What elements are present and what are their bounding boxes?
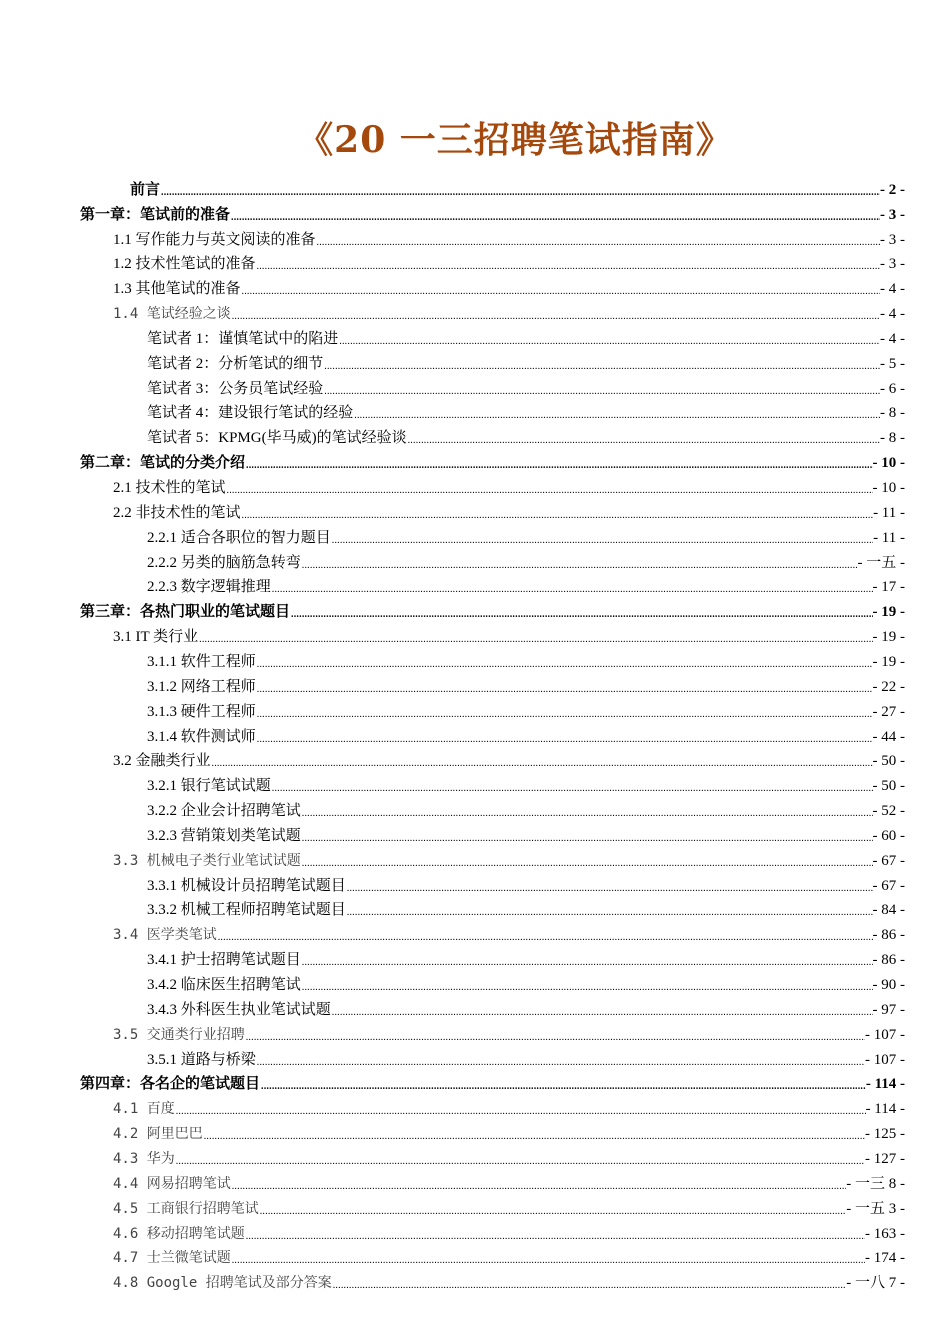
toc-dot-leader <box>242 503 874 523</box>
toc-entry-page-number: - 4 - <box>880 281 905 298</box>
toc-entry-label: 3.3.2 机械工程师招聘笔试题目 <box>147 902 346 919</box>
toc-entry[interactable] <box>113 622 905 647</box>
toc-entry[interactable] <box>113 1169 905 1194</box>
toc-entry[interactable] <box>147 324 905 349</box>
toc-entry-page-number: - 4 - <box>880 306 905 323</box>
toc-entry-label: 3.2.2 企业会计招聘笔试 <box>147 803 301 820</box>
toc-dot-leader <box>260 1199 847 1219</box>
toc-entry[interactable] <box>147 896 905 921</box>
toc-entry-page-number: - 97 - <box>872 1001 905 1018</box>
toc-entry-page-number: - 8 - <box>880 405 905 422</box>
toc-entry[interactable] <box>147 821 905 846</box>
toc-entry-page-number: - 2 - <box>880 181 905 198</box>
toc-entry-label: 第一章：笔试前的准备 <box>80 206 231 223</box>
toc-dot-leader <box>246 1025 865 1045</box>
toc-dot-leader <box>408 428 880 448</box>
toc-entry-page-number: - 107 - <box>865 1051 905 1068</box>
toc-dot-leader <box>317 230 880 250</box>
toc-dot-leader <box>257 677 873 697</box>
toc-entry-page-number: - 10 - <box>872 480 905 497</box>
toc-entry-label: 第三章：各热门职业的笔试题目 <box>80 604 291 621</box>
toc-dot-leader <box>291 602 872 622</box>
toc-entry-page-number: - 84 - <box>872 902 905 919</box>
toc-entry-label: 3.3.1 机械设计员招聘笔试题目 <box>147 877 346 894</box>
toc-entry-page-number: - 8 - <box>880 430 905 447</box>
toc-entry[interactable] <box>113 1094 905 1119</box>
toc-entry-label: 4.6 移动招聘笔试题 <box>113 1225 245 1242</box>
toc-entry-label: 2.2.2 另类的脑筋急转弯 <box>147 554 301 571</box>
toc-entry[interactable] <box>147 995 905 1020</box>
toc-entry-page-number: - 107 - <box>865 1026 905 1043</box>
toc-entry[interactable] <box>147 871 905 896</box>
toc-entry-page-number: - 10 - <box>872 455 905 472</box>
toc-entry-label: 3.5 交通类行业招聘 <box>113 1026 245 1043</box>
toc-entry[interactable] <box>113 473 905 498</box>
toc-dot-leader <box>246 1224 865 1244</box>
toc-entry-page-number: - 60 - <box>872 827 905 844</box>
toc-entry-label: 笔试者 4：建设银行笔试的经验 <box>147 405 354 422</box>
toc-entry-page-number: - 4 - <box>880 330 905 347</box>
toc-entry[interactable] <box>147 399 905 424</box>
toc-entry-page-number: - 一八 7 - <box>846 1275 905 1292</box>
toc-entry-page-number: - 11 - <box>873 504 905 521</box>
toc-dot-leader <box>302 950 873 970</box>
toc-entry[interactable] <box>147 697 905 722</box>
toc-entry[interactable] <box>147 647 905 672</box>
toc-entry-label: 1.3 其他笔试的准备 <box>113 281 241 298</box>
toc-entry-page-number: - 一三 8 - <box>846 1175 905 1192</box>
toc-entry-label: 1.2 技术性笔试的准备 <box>113 256 256 273</box>
toc-entry-label: 3.2.1 银行笔试试题 <box>147 778 271 795</box>
toc-entry[interactable] <box>113 921 905 946</box>
toc-dot-leader <box>347 876 873 896</box>
toc-entry-page-number: - 11 - <box>873 529 905 546</box>
toc-entry[interactable] <box>147 945 905 970</box>
toc-entry-label: 3.4 医学类笔试 <box>113 927 217 944</box>
toc-entry[interactable] <box>113 1144 905 1169</box>
toc-entry[interactable] <box>113 299 905 324</box>
toc-entry[interactable] <box>147 349 905 374</box>
toc-entry-page-number: - 67 - <box>872 877 905 894</box>
toc-dot-leader <box>257 702 873 722</box>
toc-entry-label: 3.4.1 护士招聘笔试题目 <box>147 952 301 969</box>
toc-entry-label: 1.1 写作能力与英文阅读的准备 <box>113 231 316 248</box>
toc-entry-page-number: - 125 - <box>865 1126 905 1143</box>
toc-dot-leader <box>347 900 873 920</box>
toc-entry-page-number: - 50 - <box>872 753 905 770</box>
toc-dot-leader <box>232 1174 847 1194</box>
toc-dot-leader <box>176 1149 865 1169</box>
toc-entry-label: 3.1.2 网络工程师 <box>147 678 256 695</box>
toc-entry-page-number: - 86 - <box>872 927 905 944</box>
toc-entry-page-number: - 174 - <box>865 1250 905 1267</box>
toc-dot-leader <box>302 851 873 871</box>
toc-entry[interactable] <box>113 250 905 275</box>
toc-dot-leader <box>204 1124 865 1144</box>
toc-entry-page-number: - 一五 - <box>857 554 905 571</box>
toc-entry-label: 3.1.3 硬件工程师 <box>147 703 256 720</box>
toc-dot-leader <box>332 528 873 548</box>
toc-entry-label: 笔试者 3：公务员笔试经验 <box>147 380 324 397</box>
toc-entry[interactable] <box>113 1119 905 1144</box>
toc-entry[interactable] <box>147 374 905 399</box>
toc-entry-label: 4.2 阿里巴巴 <box>113 1126 203 1143</box>
toc-entry-page-number: - 114 - <box>865 1101 905 1118</box>
toc-entry-page-number: - 19 - <box>872 604 905 621</box>
toc-entry-page-number: - 67 - <box>872 852 905 869</box>
toc-entry[interactable] <box>147 796 905 821</box>
toc-dot-leader <box>176 1099 866 1119</box>
toc-dot-leader <box>212 751 873 771</box>
toc-entry-label: 3.1.1 软件工程师 <box>147 653 256 670</box>
toc-dot-leader <box>332 1000 873 1020</box>
toc-entry-page-number: - 27 - <box>872 703 905 720</box>
toc-entry-label: 3.2 金融类行业 <box>113 753 211 770</box>
toc-entry-page-number: - 90 - <box>872 977 905 994</box>
toc-entry[interactable] <box>147 1045 905 1070</box>
toc-entry-page-number: - 114 - <box>865 1076 905 1093</box>
toc-entry-page-number: - 44 - <box>872 728 905 745</box>
toc-entry-page-number: - 3 - <box>880 256 905 273</box>
toc-entry[interactable] <box>147 672 905 697</box>
toc-dot-leader <box>242 279 880 299</box>
toc-entry-label: 第四章：各名企的笔试题目 <box>80 1076 261 1093</box>
toc-entry-label: 3.4.2 临床医生招聘笔试 <box>147 977 301 994</box>
toc-dot-leader <box>231 205 880 225</box>
toc-entry-label: 4.1 百度 <box>113 1101 175 1118</box>
toc-entry[interactable] <box>113 1219 905 1244</box>
toc-dot-leader <box>302 826 873 846</box>
toc-dot-leader <box>324 379 880 399</box>
toc-entry[interactable] <box>113 1268 905 1293</box>
toc-entry[interactable] <box>80 448 905 473</box>
toc-entry-label: 3.1 IT 类行业 <box>113 629 199 646</box>
toc-entry-label: 4.7 士兰微笔试题 <box>113 1250 231 1267</box>
toc-entry[interactable] <box>80 597 905 622</box>
toc-entry[interactable] <box>113 747 905 772</box>
toc-entry[interactable] <box>113 1194 905 1219</box>
toc-entry[interactable] <box>147 771 905 796</box>
toc-entry-page-number: - 163 - <box>865 1225 905 1242</box>
toc-entry-label: 第二章：笔试的分类介绍 <box>80 455 246 472</box>
toc-dot-leader <box>354 403 880 423</box>
toc-entry[interactable] <box>147 722 905 747</box>
toc-entry-page-number: - 3 - <box>880 231 905 248</box>
toc-entry-page-number: - 一五 3 - <box>846 1200 905 1217</box>
toc-entry-label: 4.5 工商银行招聘笔试 <box>113 1200 259 1217</box>
toc-entry-label: 笔试者 5：KPMG(毕马威)的笔试经验谈 <box>147 430 407 447</box>
toc-dot-leader <box>272 776 873 796</box>
toc-dot-leader <box>324 354 880 374</box>
toc-dot-leader <box>257 254 880 274</box>
toc-dot-leader <box>302 801 873 821</box>
toc-dot-leader <box>302 553 858 573</box>
toc-dot-leader <box>161 180 880 200</box>
toc-entry-label: 3.2.3 营销策划类笔试题 <box>147 827 301 844</box>
toc-entry[interactable] <box>113 225 905 250</box>
toc-entry-page-number: - 52 - <box>872 803 905 820</box>
toc-entry-label: 2.2.1 适合各职位的智力题目 <box>147 529 331 546</box>
toc-entry-label: 4.3 华为 <box>113 1150 175 1167</box>
toc-entry-label: 2.1 技术性的笔试 <box>113 480 226 497</box>
toc-dot-leader <box>261 1074 866 1094</box>
toc-entry-label: 4.8 Google 招聘笔试及部分答案 <box>113 1275 332 1292</box>
toc-dot-leader <box>232 1248 865 1268</box>
toc-dot-leader <box>199 627 872 647</box>
toc-entry-label: 4.4 网易招聘笔试 <box>113 1175 231 1192</box>
toc-entry-label: 笔试者 2：分析笔试的细节 <box>147 355 324 372</box>
toc-dot-leader <box>257 727 873 747</box>
toc-entry-page-number: - 86 - <box>872 952 905 969</box>
document-title: 《20 一三招聘笔试指南》 <box>297 119 733 161</box>
toc-entry-label: 3.3 机械电子类行业笔试试题 <box>113 852 301 869</box>
toc-dot-leader <box>218 925 873 945</box>
toc-entry-label: 3.4.3 外科医生执业笔试试题 <box>147 1001 331 1018</box>
toc-dot-leader <box>232 304 880 324</box>
toc-dot-leader <box>246 453 872 473</box>
toc-entry-label: 2.2 非技术性的笔试 <box>113 504 241 521</box>
toc-entry[interactable] <box>113 1020 905 1045</box>
toc-entry-label: 1.4 笔试经验之谈 <box>113 306 231 323</box>
toc-dot-leader <box>333 1273 847 1293</box>
toc-entry-page-number: - 19 - <box>872 629 905 646</box>
toc-entry[interactable] <box>147 548 905 573</box>
toc-entry-page-number: - 6 - <box>880 380 905 397</box>
toc-dot-leader <box>257 652 873 672</box>
toc-entry[interactable] <box>147 523 905 548</box>
toc-entry-label: 笔试者 1：谨慎笔试中的陷进 <box>147 330 339 347</box>
toc-entry-page-number: - 127 - <box>865 1150 905 1167</box>
toc-entry[interactable] <box>113 498 905 523</box>
toc-dot-leader <box>302 975 873 995</box>
toc-entry-page-number: - 3 - <box>880 206 905 223</box>
toc-entry-label: 前言 <box>130 181 161 198</box>
toc-entry-page-number: - 22 - <box>872 678 905 695</box>
toc-entry-page-number: - 50 - <box>872 778 905 795</box>
toc-entry-label: 2.2.3 数字逻辑推理 <box>147 579 271 596</box>
toc-entry[interactable] <box>130 175 905 200</box>
toc-entry[interactable] <box>147 424 905 449</box>
toc-entry[interactable] <box>113 846 905 871</box>
toc-entry-page-number: - 5 - <box>880 355 905 372</box>
toc-entry[interactable] <box>80 1070 905 1095</box>
toc-dot-leader <box>339 329 880 349</box>
toc-entry[interactable] <box>80 200 905 225</box>
toc-entry[interactable] <box>113 1244 905 1269</box>
toc-dot-leader <box>272 577 873 597</box>
toc-entry-label: 3.5.1 道路与桥梁 <box>147 1051 256 1068</box>
toc-entry-page-number: - 19 - <box>872 653 905 670</box>
toc-entry[interactable] <box>113 274 905 299</box>
toc-entry-page-number: - 17 - <box>872 579 905 596</box>
toc-dot-leader <box>257 1050 865 1070</box>
toc-entry[interactable] <box>147 970 905 995</box>
toc-entry[interactable] <box>147 573 905 598</box>
toc-dot-leader <box>227 478 873 498</box>
toc-entry-label: 3.1.4 软件测试师 <box>147 728 256 745</box>
